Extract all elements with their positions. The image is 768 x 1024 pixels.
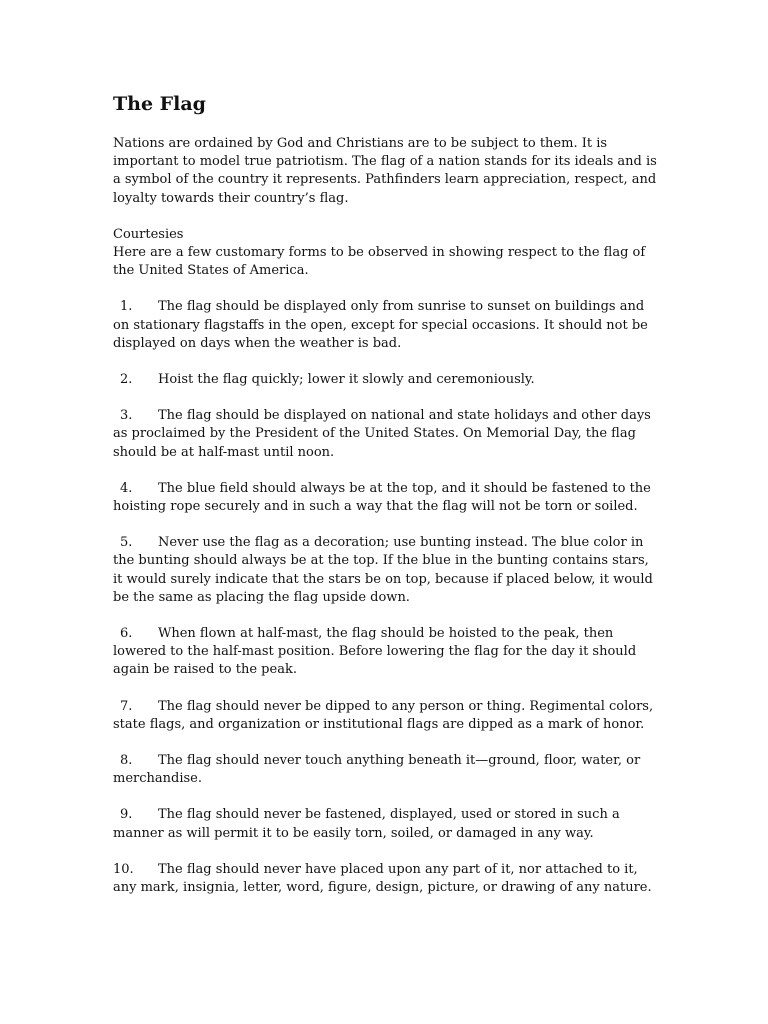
intro-paragraph: Nations are ordained by God and Christians are to be subject to them. It is important to model true patriotism. The flag of a nation stands for its ideals and is a symbol of the country it represents. Pathfinders learn appreciation, respect, and loyalty towards their country’s flag. [113, 136, 657, 206]
list-item-number: 1. [120, 299, 133, 315]
list-item-number: 5. [120, 535, 133, 551]
list-item [113, 625, 661, 680]
section-heading: Courtesies [113, 226, 184, 242]
list-item-number: 8. [120, 753, 133, 769]
courtesies-list [113, 298, 661, 897]
list-item-text: The flag should never touch anything beneath it—ground, floor, water, or merchandise. [113, 753, 641, 787]
list-item-text: The blue field should always be at the top, and it should be fastened to the hoisting rope securely and in such a way that the flag will not be torn or soiled. [113, 480, 651, 515]
list-item [113, 752, 661, 788]
list-item-number: 7. [120, 698, 133, 714]
list-item-text: The flag should be displayed on national and state holidays and other days as proclaimed by the President of the United States. On Memorial Day, the flag should be at half-mast until noon. [113, 408, 651, 460]
list-item-text: Hoist the flag quickly; lower it slowly and ceremoniously. [158, 372, 535, 388]
document-title: The Flag [113, 93, 206, 115]
list-item [113, 698, 661, 734]
list-item [113, 480, 661, 516]
list-item-number: 3. [120, 408, 133, 424]
list-item-text: The flag should never have placed upon any part of it, nor attached to it, any mark, insignia, letter, word, figure, design, picture, or drawing of any nature. [113, 861, 652, 896]
list-item-number: 2. [120, 372, 133, 388]
list-item-text: Never use the flag as a decoration; use bunting instead. The blue color in the bunting should always be at the top. If the blue in the bunting contains stars, it would surely indicate that the stars be on top, because if placed below, it would be the same as placing the flag upside down. [113, 535, 653, 605]
list-item [113, 407, 661, 462]
section-lead-paragraph: Here are a few customary forms to be observed in showing respect to the flag of the United States of America. [113, 245, 646, 279]
list-item-text: The flag should never be dipped to any person or thing. Regimental colors, state flags, and organization or institutional flags are dipped as a mark of honor. [113, 698, 654, 732]
list-item-text: The flag should be displayed only from sunrise to sunset on buildings and on stationary flagstaffs in the open, except for special occasions. It should not be displayed on days when the weather is bad. [113, 299, 648, 351]
list-item-text: When flown at half-mast, the flag should be hoisted to the peak, then lowered to the half-mast position. Before lowering the flag for the day it should again be raised to the peak. [113, 626, 637, 678]
list-item-number: 6. [120, 626, 133, 642]
list-item [113, 806, 661, 842]
document-page [113, 92, 661, 915]
list-item [113, 534, 661, 607]
list-item-number: 9. [120, 807, 133, 823]
list-item-number: 10. [113, 861, 134, 877]
list-item [113, 371, 661, 389]
list-item [113, 861, 661, 897]
list-item [113, 298, 661, 353]
list-item-number: 4. [120, 480, 133, 496]
list-item-text: The flag should never be fastened, displayed, used or stored in such a manner as will permit it to be easily torn, soiled, or damaged in any way. [113, 807, 620, 841]
